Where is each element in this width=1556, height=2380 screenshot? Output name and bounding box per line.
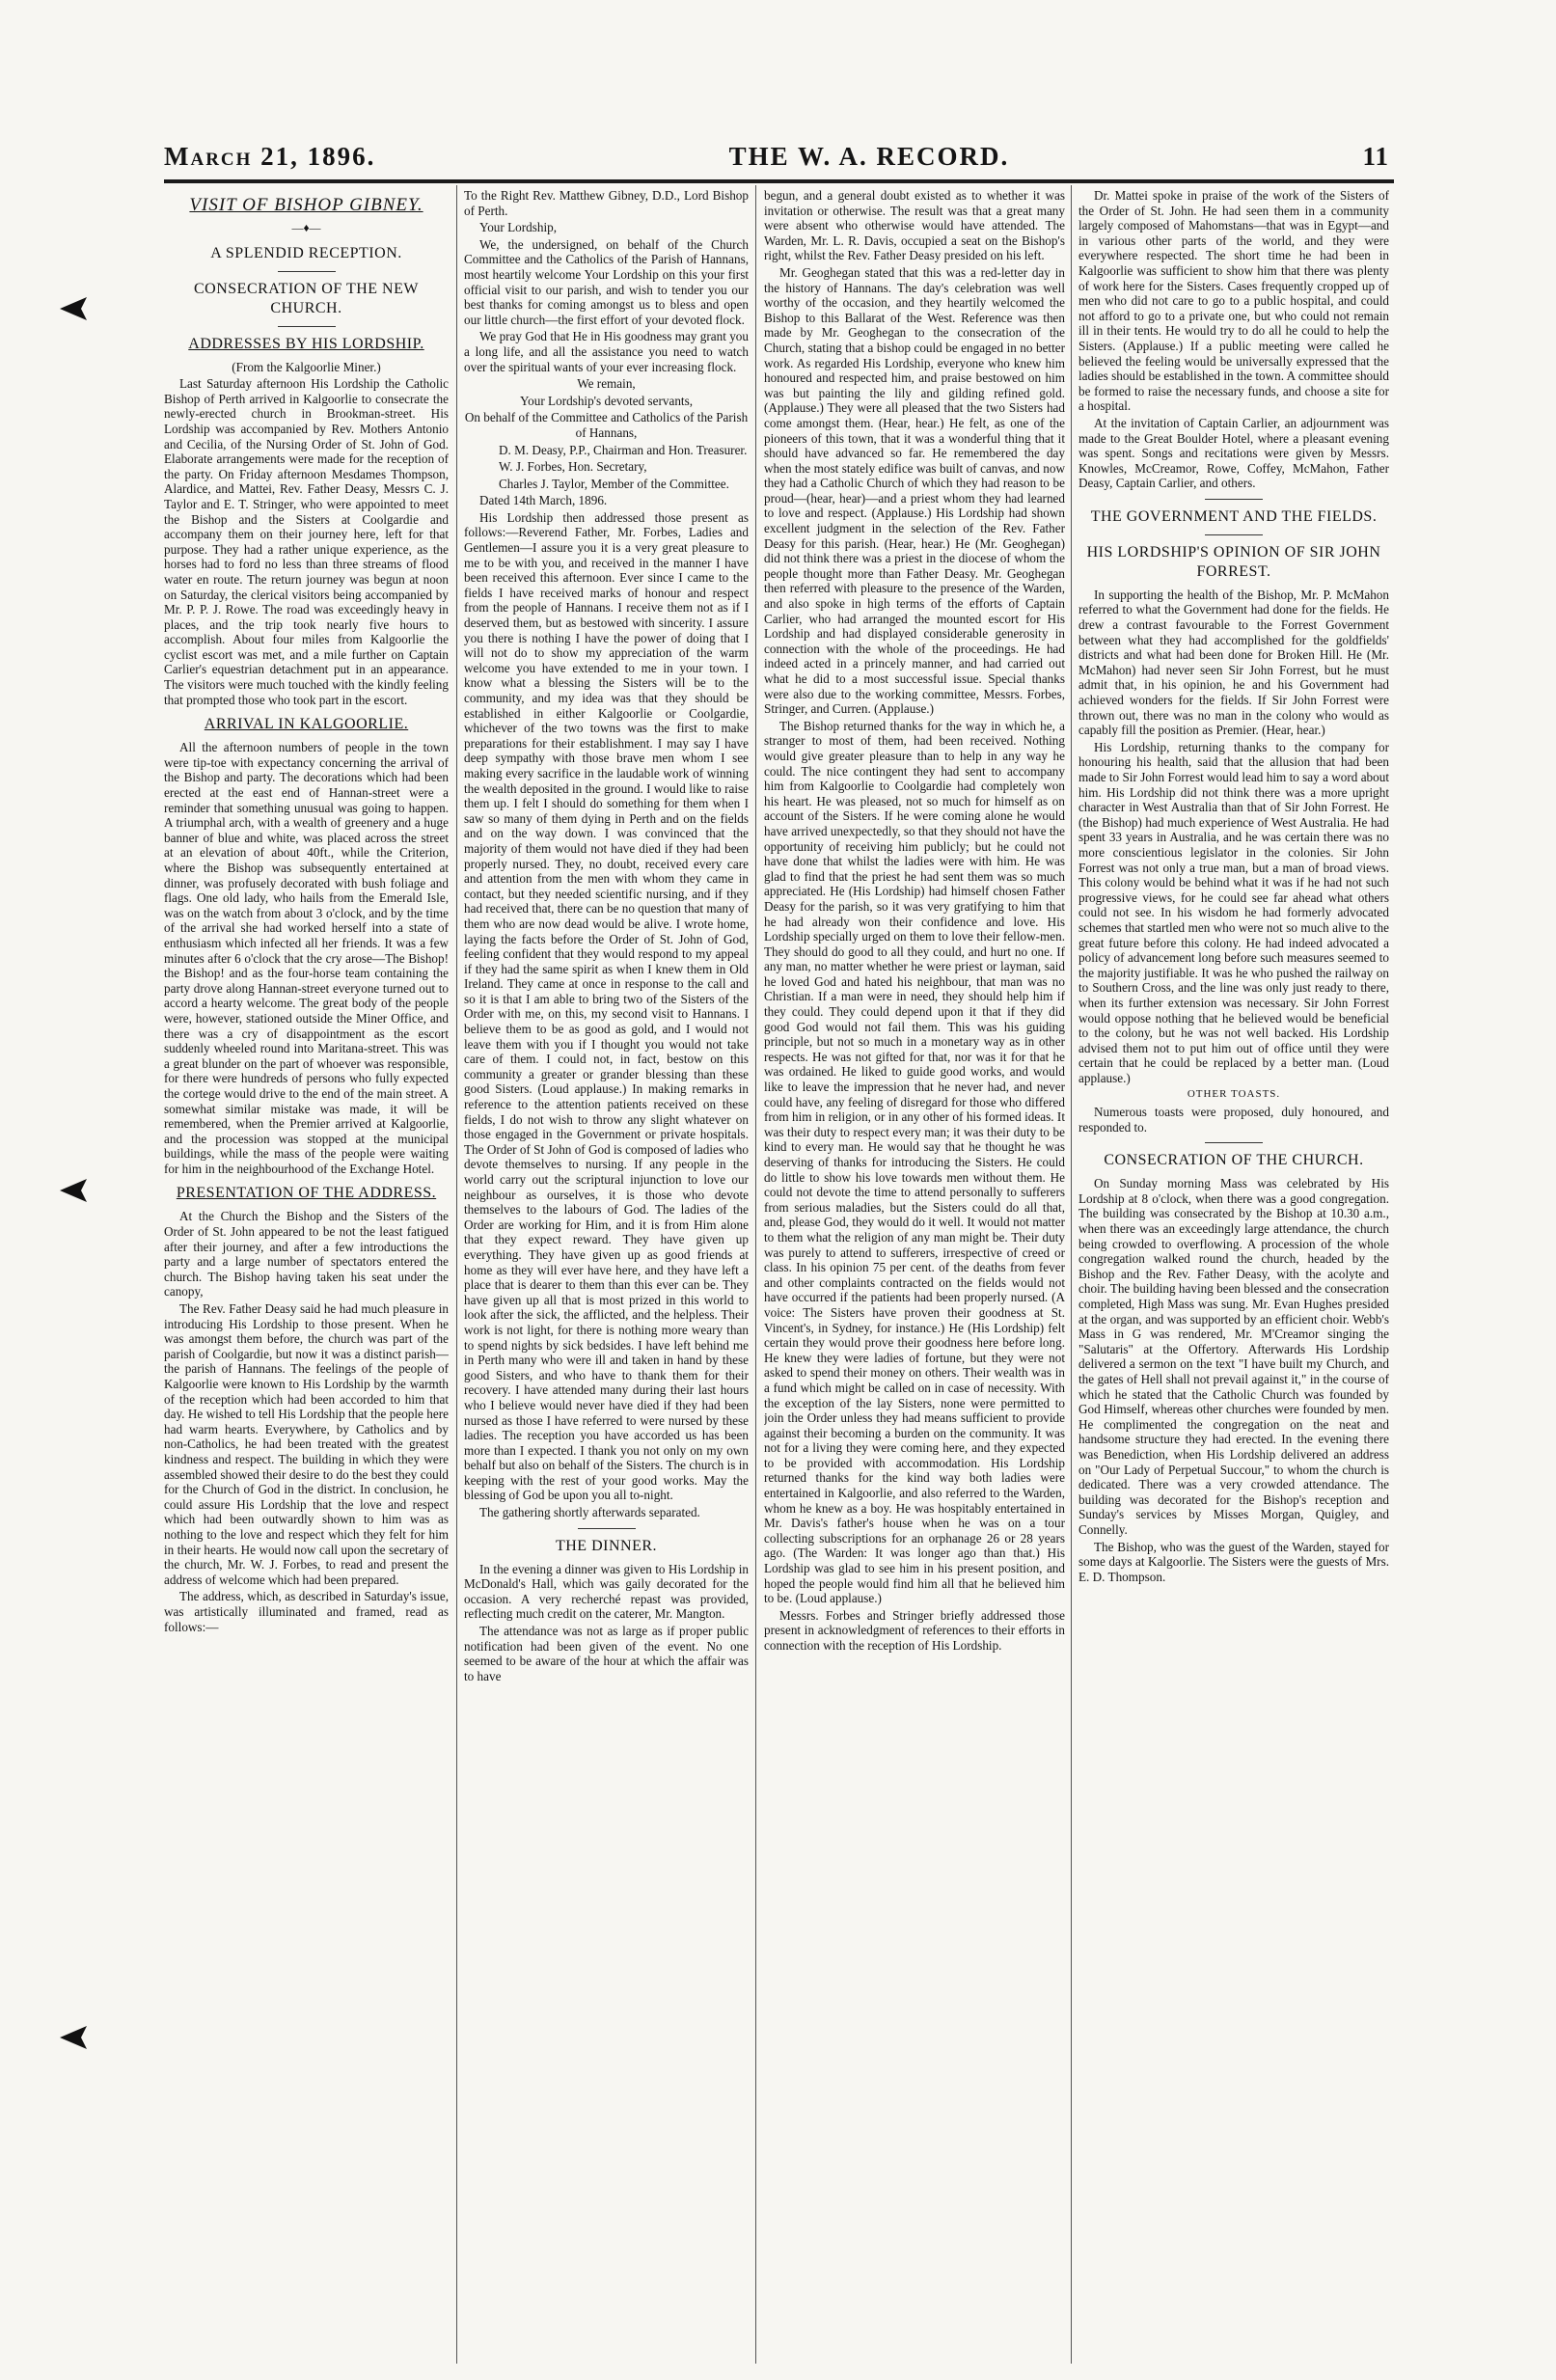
- header-rule: [164, 179, 1394, 183]
- paragraph: The attendance was not as large as if proper public notification had been given of the event. No one seemed to be aware of the hour at which the affair was to have: [464, 1624, 749, 1683]
- signature: D. M. Deasy, P.P., Chairman and Hon. Treasurer.: [499, 442, 748, 457]
- paragraph: Last Saturday afternoon His Lordship the Catholic Bishop of Perth arrived in Kalgoorlie to consecrate the newly-erected church in Brookman-street. His Lordship was accompanied by Rev. Mothers Antonio and Cecilia, of the Nursing Order of St. John of God. Elaborate arrangements were made for the reception of the party. On Friday afternoon Mesdames Thompson, Alardice, and Mattei, Rev. Father Deasy, Messrs C. J. Taylor and E. T. Stringer, who were appointed to meet the Bishop and the Sisters at Coolgardie and accompany them on their journey here, left for that purpose. They had a rather unique experience, as the horses had to ford no less than three streams of flood water en route. The return journey was begun at noon on Saturday, the clerical visitors being accompanied by Mr. P. P. J. Rowe. The road was exceedingly heavy in places, and the trip took nearly five hours to accomplish. About four miles from Kalgoorlie the cyclist escort was met, and a mile further on Captain Carlier's equestrian detachment put in an appearance. The visitors were much touched with the kindly feeling that prompted those who took part in the escort.: [164, 376, 449, 707]
- column-rule: [1071, 185, 1072, 2364]
- column-rule: [755, 185, 756, 2364]
- signature: Charles J. Taylor, Member of the Committee.: [499, 476, 729, 491]
- article-title: VISIT OF BISHOP GIBNEY.: [189, 195, 423, 215]
- paragraph: His Lordship, returning thanks to the company for honouring his health, said that the allusion that had been made to Sir John Forrest would lead him to say a word about him. His Lordship did not think there was a more upright character in West Australia than that of Sir John Forrest. He (the Bishop) had much experience of West Australia. He had spent 33 years in Australia, and he was certain there was no more conscientious legislator in the colonies. Sir John Forrest was not only a true man, but a man of broad views. This colony would be behind what it was if he had not such progressive views, for he could see far ahead what others could not see. In his wisdom he had formerly advocated schemes that startled men who were not so much alive to the great future before this colony. He had indeed advocated a policy of advancement long before such measures seemed to the majority justifiable. It was he who pushed the railway on to Southern Cross, and the line was only just ready to there, when its further extension was necessary. Sir John Forrest would oppose nothing that he believed would be beneficial to the colony, but he was not well backed. His Lordship advised them not to put him out of office until they were certain that he could be replaced by a better man. (Loud applause.): [1078, 739, 1389, 1085]
- subheading: CONSECRATION OF THE CHURCH.: [1104, 1152, 1364, 1169]
- paragraph: His Lordship then addressed those present as follows:—Reverend Father, Mr. Forbes, Ladies and Gentlemen—I assure you it is a very great pleasure to me to be with you, and received in the manner I have been received this afternoon. Ever since I came to the fields I have received marks of honour and respect from the people of Hannans. I receive them not as if I deserved them, but as bestowed with sincerity. I assure you there is nothing I have the power of doing that I will not do to show my appreciation of the warm welcome you have extended to me in your town. I know what a blessing the Sisters will be to the community, and my idea was that they should be established in either Kalgoorlie or Coolgardie, whichever of the two towns was the first to make preparations for their establishment. I may say I have deep sympathy with those brave men whom I see making every sacrifice in the laudable work of winning the wealth deposited in the ground. I would like to raise them up. I felt I should do something for them when I saw so many of them dying in Perth and on the fields and on the way down. I was convinced that the majority of them would not have died if they had been properly nursed. They, no doubt, received every care and attention from the men with whom they came in contact, but they needed scientific nursing, and if they had received that, there can be no question that many of them who are now dead would be alive. I wrote home, laying the facts before the Order of St. John of God, feeling confident that they would respond to my appeal if they had the same spirit as when I knew them in Old Ireland. They came at once in response to the call and so it is that I am able to bring two of the Sisters of the Order with me, on this, my second visit to Hannans. I believe them to be as good as gold, and I would not leave them with you if I thought you would not take care of them. I could not, in fact, bestow on this community a greater or grander blessing than these good Sisters. (Loud applause.) In making remarks in reference to the attention patients received on these fields, I do not wish to throw any slight whatever on those engaged in the Government or private hospitals. The Order of St John of God is composed of ladies who devote themselves to nursing. If any people in the world carry out the scriptural injunction to love our neighbour as ourselves, it is those who devote themselves to the labours of God. The ladies of the Order are working for Him, and it is from Him alone that they expect reward. They have given up everything. They have given up as good friends at home as they will ever have here, and they have left a place that is dearer to them than this ever can be. They have given up all that is most prized in this world to look after the sick, the afflicted, and the helpless. Their work is not light, for there is nothing more weary than to spend nights by sick bedsides. I have left behind me in Perth many who were ill and taken in hand by these good Sisters, and who have to thank them for their recovery. I have attended many during their last hours who I believe would never have died if they had been nursed as those I have referred to were nursed by these ladies. The reception you have accorded us has been more than I expected. I thank you not only on my own behalf but also on behalf of the Sisters. The church is in keeping with the rest of your good works. May the blessing of God be upon you all to-night.: [464, 509, 749, 1503]
- column-2: [464, 188, 749, 2364]
- column-4: [1078, 188, 1389, 2364]
- issue-date: March 21, 1896.: [164, 142, 376, 171]
- subheading: A SPLENDID RECEPTION.: [210, 244, 402, 261]
- paragraph: begun, and a general doubt existed as to whether it was invitation or otherwise. The result was that a great many were absent who otherwise would have attended. The Warden, Mr. L. R. Davis, occupied a seat on the Bishop's right, whilst the Rev. Father Deasy presided on his left.: [764, 188, 1065, 263]
- paragraph: The Rev. Father Deasy said he had much pleasure in introducing His Lordship to those present. When he was amongst them before, the church was part of the parish of Coolgardie, but now it was a distinct parish—the parish of Hannans. The feelings of the people of Kalgoorlie were known to His Lordship by the warmth of the reception which had been accorded to him that day. He wished to tell His Lordship that the people here had warm hearts. Everywhere, by Catholics and by non-Catholics, he had been treated with the greatest kindness and respect. The building in which they were assembled showed their desire to do the best they could for the Church of God in the district. In conclusion, he could assure His Lordship that the love and respect which had been outwardly shown to him was as nothing to the love and respect which they felt for him in their hearts. He would now call upon the secretary of the church, Mr. W. J. Forbes, to read and present the address of welcome which had been prepared.: [164, 1301, 449, 1587]
- paragraph: Numerous toasts were proposed, duly honoured, and responded to.: [1078, 1105, 1389, 1135]
- subheading: ADDRESSES BY HIS LORDSHIP.: [188, 335, 424, 352]
- paragraph: At the Church the Bishop and the Sisters of the Order of St. John appeared to be not the least fatigued after their journey, and after a few introductions the party and a large number of spectators entered the church. The Bishop having taken his seat under the canopy,: [164, 1209, 449, 1299]
- signature: W. J. Forbes, Hon. Secretary,: [499, 459, 647, 475]
- paragraph: Dr. Mattei spoke in praise of the work of the Sisters of the Order of St. John. He had seen them in a community largely composed of Mahomstans—that was in Egypt—and in various other parts of the world, and they were everywhere respected. The short time he had been in Kalgoorlie was sufficient to show him that there was plenty of work here for the Sisters. Cases frequently cropped up of men who did not care to go to a public hospital, and could not afford to go to a private one, but who could not remain ill in their tents. He would try to do all he could to help the Sisters. (Applause.) If a public meeting were called he believed the feeling would be universally expressed that the ladies should be established in the town. A committee should be formed to raise the necessary funds, and choose a site for a hospital.: [1078, 188, 1389, 414]
- divider: [1205, 534, 1263, 535]
- binding-hole-mark: [60, 297, 87, 320]
- paragraph: The gathering shortly afterwards separated.: [479, 1505, 700, 1520]
- address-recipient: To the Right Rev. Matthew Gibney, D.D., Lord Bishop of Perth.: [464, 188, 749, 218]
- column-rule: [456, 185, 457, 2364]
- subheading: PRESENTATION OF THE ADDRESS.: [176, 1185, 437, 1202]
- binding-hole-mark: [60, 2026, 87, 2049]
- paragraph: Mr. Geoghegan stated that this was a red-letter day in the history of Hannans. The day's celebration was well worthy of the occasion, and they heartily welcomed the Bishop to this Ballarat of the West. Reference was then made by Mr. Geoghegan to the consecration of the Church, stating that a bishop could be engaged in no better work. As regarded His Lordship, everyone who knew him honoured and respected him, and praise bestowed on him was but painting the lily and gilding refined gold. (Applause.) They were all pleased that the two Sisters had come amongst them. (Hear, hear.) He felt, as one of the pioneers of this town, that it was a wonderful thing that it should have advanced so far. He remembered the day when the most stately edifice was built of canvas, and now they had a Catholic Church of which they had reason to be proud—(hear, hear)—and a priest whom they had learned to love and respect. (Applause.) His Lordship had shown excellent judgment in the selection of the Rev. Father Deasy for this parish. (Hear, hear.) He (Mr. Geoghegan) did not think there was a priest in the diocese of whom the people thought more than Father Deasy. Mr. Geoghegan then referred with pleasure to the presence of the Warden, and also spoke in high terms of the efforts of Captain Carlier, who had arranged the mounted escort for His Lordship and had displayed considerable generosity in connection with the whole of the proceedings. He had indeed acted in a princely manner, and had carried out what he did to a most successful issue. Special thanks were also due to the working committee, Messrs. Forbes, Stringer, and Curren. (Applause.): [764, 264, 1065, 717]
- paragraph: On Sunday morning Mass was celebrated by His Lordship at 8 o'clock, when there was a good congregation. The building was consecrated by the Bishop at 10.30 a.m., when there was an exceedingly large attendance, the church being crowded to overflowing. A procession of the whole congregation walked round the church, headed by the Bishop and the Rev. Father Deasy, with the acolyte and choir. The building having been blessed and the consecration completed, High Mass was sung. Mr. Evan Hughes presided at the organ, and was supported by an efficient choir. Webb's Mass in G was rendered, Mr. M'Creamor singing the "Salutaris" at the Offertory. Afterwards His Lordship delivered a sermon on the text "I have built my Church, and the gates of Hell shall not prevail against it," in the course of which he stated that the Catholic Church was founded by God Himself, whereas other churches were founded by men. He complimented the congregation on the neat and handsome structure they had erected. In the evening there was Benediction, when His Lordship delivered an address on "Our Lady of Perpetual Succour," to whom the church is dedicated. There was a very crowded attendance. The building was decorated for the Bishop's reception and Sunday's services by Misses Morgan, Quigley, and Connelly.: [1078, 1176, 1389, 1537]
- salutation: Your Lordship,: [479, 220, 557, 235]
- binding-hole-mark: [60, 1179, 87, 1202]
- subheading: OTHER TOASTS.: [1187, 1088, 1281, 1101]
- column-1: [164, 188, 449, 2364]
- paragraph: The address, which, as described in Saturday's issue, was artistically illuminated and framed, read as follows:—: [164, 1589, 449, 1634]
- running-header: [164, 137, 1389, 172]
- subheading: CONSECRATION OF THE NEW CHURCH.: [194, 280, 419, 316]
- paragraph: The Bishop, who was the guest of the Warden, stayed for some days at Kalgoorlie. The Sisters were the guests of Mrs. E. D. Thompson.: [1078, 1539, 1389, 1584]
- subheading: HIS LORDSHIP'S OPINION OF SIR JOHN FORREST.: [1086, 543, 1381, 580]
- paragraph: We pray God that He in His goodness may grant you a long life, and all the assistance you need to watch over the spiritual wants of your ever increasing flock.: [464, 329, 749, 374]
- divider: [278, 271, 336, 272]
- source-line: (From the Kalgoorlie Miner.): [232, 359, 381, 374]
- dateline: Dated 14th March, 1896.: [479, 493, 608, 508]
- paragraph: In supporting the health of the Bishop, Mr. P. McMahon referred to what the Government had done for the fields. He drew a contrast favourable to the Forrest Government between what they had accomplished for the goldfields' districts and what had been done for Broken Hill. He (Mr. McMahon) had never seen Sir John Forrest, but he must admit that, in his opinion, he and his Government had achieved wonders for the fields. If Sir John Forrest were thrown out, there was no man in the colony who would as capably fill the position as Premier. (Hear, hear.): [1078, 587, 1389, 738]
- ornament-icon: —♦—: [291, 221, 321, 234]
- paragraph: We, the undersigned, on behalf of the Church Committee and the Catholics of the Parish of Hannans, most heartily welcome Your Lordship on this your first official visit to our parish, and wish to tender you our best thanks for coming amongst us to bless and open our little church—the first effort of your devoted flock.: [464, 236, 749, 327]
- paragraph: Messrs. Forbes and Stringer briefly addressed those present in acknowledgment of references to their efforts in connection with the reception of His Lordship.: [764, 1607, 1065, 1653]
- column-3: [764, 188, 1065, 2364]
- divider: [278, 326, 336, 327]
- subheading: THE DINNER.: [555, 1537, 658, 1554]
- divider: [1205, 1142, 1263, 1143]
- divider: [578, 1528, 636, 1529]
- paragraph: All the afternoon numbers of people in the town were tip-toe with expectancy concerning the arrival of the Bishop and party. The decorations which had been erected at the east end of Hannan-street were a reminder that something unusual was going to happen. A triumphal arch, with a wealth of greenery and a huge banner of blue and white, was placed across the street at an elevation of about 40ft., while the Criterion, where the Bishop was subsequently entertained at dinner, was profusely decorated with bush foliage and flags. One old lady, who hails from the Emerald Isle, was on the watch from about 3 o'clock, and by the time of the arrival she had worked herself into a state of enthusiasm which infected all her friends. It was a few minutes after 6 o'clock that the cry arose—The Bishop! the Bishop! and as the four-horse team containing the party drove along Hannan-street everyone turned out to accord a hearty welcome. The great body of the people were, however, stationed outside the Miner Office, and there was a cry of disappointment as the escort suddenly wheeled round into Maritana-street. This was a great blunder on the part of whoever was responsible, for there were hundreds of persons who fully expected the cortege would drive to the end of the main street. A somewhat similar mistake was made, it will be remembered, when the Premier arrived at Kalgoorlie, and the procession was stopped at the municipal buildings, while the mass of the people were waiting for him in the neighbourhood of the Exchange Hotel.: [164, 740, 449, 1176]
- subheading: THE GOVERNMENT AND THE FIELDS.: [1090, 507, 1378, 525]
- subheading: ARRIVAL IN KALGOORLIE.: [204, 716, 409, 733]
- paragraph: In the evening a dinner was given to His Lordship in McDonald's Hall, which was gaily decorated for the occasion. A very recherché repast was provided, reflecting much credit on the caterer, Mr. Mangton.: [464, 1561, 749, 1622]
- paragraph: At the invitation of Captain Carlier, an adjournment was made to the Great Boulder Hotel, where a pleasant evening was spent. Songs and recitations were given by Messrs. Knowles, McCreamor, Rowe, Coffey, McMahon, Father Deasy, Captain Carlier, and others.: [1078, 415, 1389, 491]
- closing-line: Your Lordship's devoted servants,: [519, 393, 694, 408]
- closing-line: We remain,: [577, 376, 636, 392]
- closing-line: On behalf of the Committee and Catholics of the Parish of Hannans,: [464, 410, 749, 440]
- page-number: 11: [1362, 142, 1389, 171]
- newspaper-title: THE W. A. RECORD.: [728, 142, 1010, 171]
- paragraph: The Bishop returned thanks for the way in which he, a stranger to most of them, had been received. Nothing would give greater pleasure than to help in any way he could. The nice contingent they had sent to accompany him from Kalgoorlie to Coolgardie had completely won his heart. He was pleased, not so much for himself as on account of the Sisters. If he were coming alone he would have arrived unexpectedly, so that they should not have the opportunity of receiving him publicly; but he could not have done that whilst the ladies were with him. He was glad to find that the priest he had sent them was so much appreciated. He (His Lordship) had himself chosen Father Deasy for the parish, so it was very gratifying to him that he had already won their confidence and love. His Lordship specially urged on them to love their fellow-men. They should do good to all they could, and hurt no one. If any man, no matter whether he were priest or layman, said he loved God and hated his neighbour, that man was no Christian. If a man were in need, they should help him if they could. They could depend upon it that if they did good God would not fail them. This was his guiding principle, but not so much in a monetary way as in other respects. He was not gifted for that, nor was it for that he was ordained. He liked to guide good works, and would like to leave the impression that he never had, and never could have, any feeling of disregard for those who differed from him in religion, or in any other of his formed ideas. It was their duty to respect every man; it was their duty to be kind to every man. He would say that he thought he was deserving of thanks for introducing the Sisters. He could do little to show his love towards men without them. He could not devote the time to attend personally to sufferers from serious maladies, but the Sisters could do all that, and, please God, they would do it well. It would not matter to them what the religion of any man might be. Their duty was purely to attend to sufferers, irrespective of creed or class. In his opinion 75 per cent. of the deaths from fever and other complaints contracted on the fields would not have occurred if the patients had been properly nursed. (A voice: The Sisters have proven their goodness at St. Vincent's, in Sydney, for instance.) He (His Lordship) felt certain they would prove their goodness here before long. He knew they were ladies of fortune, but they were not asked to spend their money on others. Their wealth was in a fund which might be called on in case of necessity. With the exception of the lay Sisters, none were permitted to join the Order unless they had means sufficient to provide against their becoming a burden on the community. It was not for a living they were coming here, and they expected to be provided with accommodation. His Lordship returned thanks for the kind way both ladies were entertained in Kalgoorlie, and also referred to the Warden, whom he knew as a boy. He was hospitably entertained in Mr. Davis's father's house when he was on a tour collecting subscriptions for an orphanage 26 or 28 years ago. (The Warden: It was longer ago than that.) His Lordship was glad to see him in his present position, and hoped the people would find him all that he believed him to be. (Loud applause.): [764, 718, 1065, 1606]
- divider: [1205, 499, 1263, 500]
